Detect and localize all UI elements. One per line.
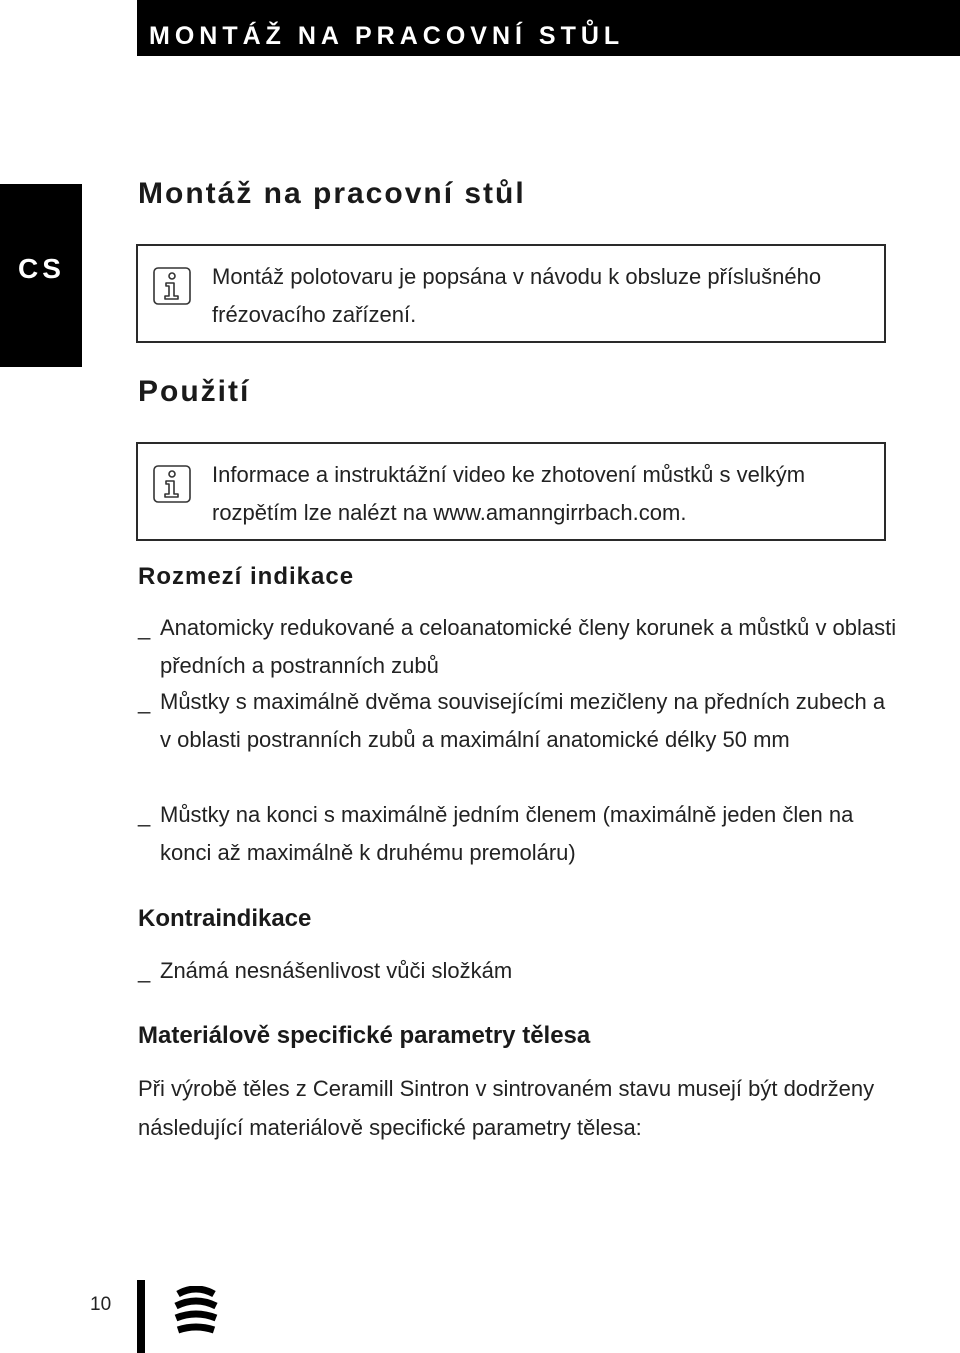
info-icon — [152, 266, 192, 306]
material-title: Materiálově specifické parametry tělesa — [138, 1022, 591, 1049]
language-label: CS — [18, 253, 65, 284]
bullet-dash: _ — [138, 802, 151, 827]
header-bar — [137, 0, 960, 56]
material-text: Při výrobě těles z Ceramill Sintron v sintrovaném stavu musejí být dodrženy následující materiálově specifické parametry tělesa: — [138, 1076, 875, 1140]
indication-item — [138, 796, 898, 872]
indications-title: Rozmezí indikace — [138, 563, 355, 590]
indication-item — [138, 609, 898, 685]
website-link[interactable]: www.amanngirrbach.com — [433, 500, 681, 525]
indication-item-text: Můstky na konci s maximálně jedním členem (maximálně jeden člen na konci až maximálně k druhému premoláru) — [160, 802, 854, 865]
footer-bar — [137, 1280, 145, 1353]
page-number: 10 — [90, 1294, 112, 1315]
indication-item-text: Můstky s maximálně dvěma souvisejícími mezičleny na předních zubech a v oblasti postranních zubů a maximální anatomické délky 50 mm — [160, 689, 886, 752]
info-icon — [152, 464, 192, 504]
section-title-mounting: Montáž na pracovní stůl — [138, 177, 526, 210]
bullet-dash: _ — [138, 958, 151, 983]
info-text-usage-end: . — [680, 500, 687, 525]
contraindications-title: Kontraindikace — [138, 905, 312, 932]
header-title: MONTÁŽ NA PRACOVNÍ STŮL — [149, 22, 625, 50]
contraindication-item-text: Známá nesnášenlivost vůči složkám — [160, 958, 513, 983]
bullet-dash: _ — [138, 689, 151, 714]
indication-item — [138, 683, 898, 759]
info-text-usage — [212, 456, 880, 532]
language-tab — [0, 184, 82, 367]
contraindication-item — [138, 952, 898, 990]
bullet-dash: _ — [138, 615, 151, 640]
section-title-usage: Použití — [138, 375, 251, 408]
info-text-usage-body: Informace a instruktážní video ke zhotovení můstků s velkým rozpětím lze nalézt na — [212, 462, 806, 525]
info-text-mounting: Montáž polotovaru je popsána v návodu k obsluze příslušného frézovacího zařízení. — [212, 264, 822, 327]
indication-item-text: Anatomicky redukované a celoanatomické členy korunek a můstků v oblasti předních a postranních zubů — [160, 615, 897, 678]
info-box-usage — [136, 442, 886, 541]
info-box-mounting — [136, 244, 886, 343]
amann-girrbach-logo-icon — [172, 1286, 220, 1336]
